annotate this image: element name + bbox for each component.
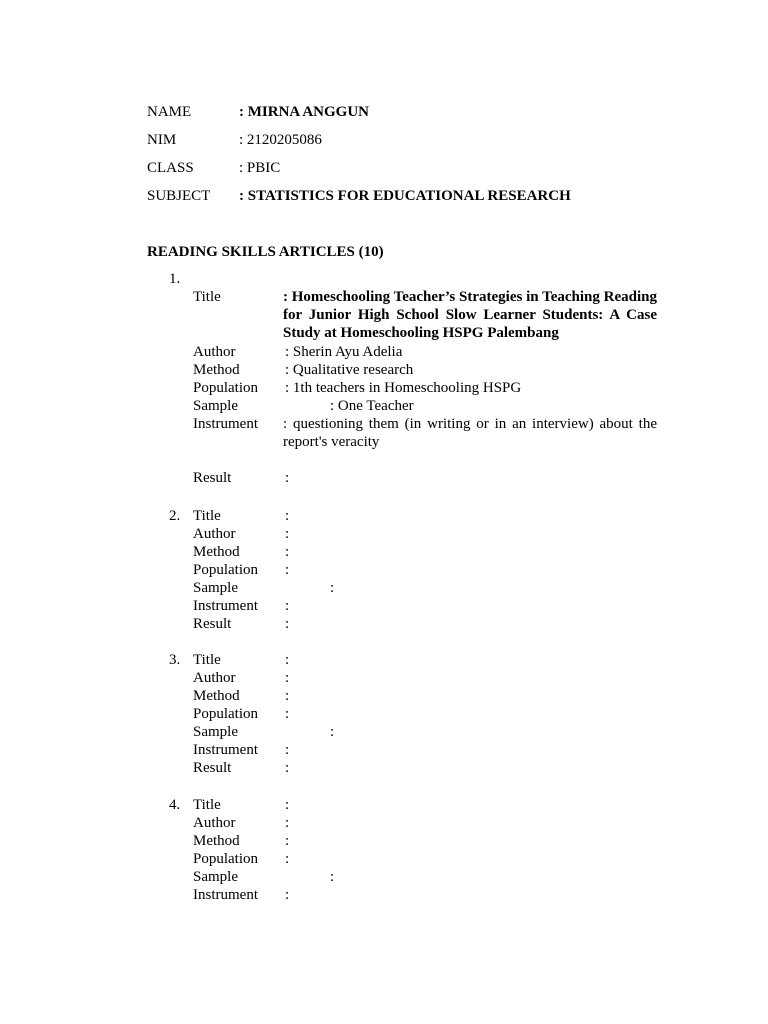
subject-value: : STATISTICS FOR EDUCATIONAL RESEARCH: [239, 188, 571, 204]
article-3-result-label: Result: [193, 760, 232, 776]
article-1-sample-label: Sample: [193, 398, 238, 414]
article-1-sample-value: : One Teacher: [330, 398, 414, 414]
article-4-title-label: Title: [193, 797, 221, 813]
article-1-instrument-value: : questioning them (in writing or in an interview) about the report's veracity: [283, 416, 657, 450]
article-3-population-colon: :: [285, 706, 290, 722]
article-1-population-label: Population: [193, 380, 259, 396]
article-1-author-value: : Sherin Ayu Adelia: [285, 344, 403, 360]
article-2-title-label: Title: [193, 508, 221, 524]
article-1-method-label: Method: [193, 362, 240, 378]
article-2-result-label: Result: [193, 616, 232, 632]
name-label: NAME: [147, 104, 192, 120]
article-3-sample-colon: :: [330, 724, 335, 740]
article-4-author-colon: :: [285, 815, 290, 831]
article-4-method-colon: :: [285, 833, 290, 849]
article-3-instrument-label: Instrument: [193, 742, 258, 758]
article-4-method-label: Method: [193, 833, 240, 849]
article-3-result-colon: :: [285, 760, 290, 776]
article-1-result-label: Result: [193, 470, 232, 486]
article-1-title-value: : Homeschooling Teacher’s Strategies in Teaching Reading for Junior High School Slow Learner Students: A Case Study at Homeschooling HSPG Palembang: [283, 289, 657, 341]
section-heading: READING SKILLS ARTICLES (10): [147, 244, 384, 260]
article-1-result-value: :: [285, 470, 290, 486]
article-2-author-colon: :: [285, 526, 290, 542]
subject-label: SUBJECT: [147, 188, 211, 204]
article-3-number: 3.: [169, 652, 181, 668]
article-3-method-colon: :: [285, 688, 290, 704]
class-value: : PBIC: [239, 160, 281, 176]
article-3-author-label: Author: [193, 670, 236, 686]
article-4-population-label: Population: [193, 851, 259, 867]
article-1-method-value: : Qualitative research: [285, 362, 414, 378]
article-4-number: 4.: [169, 797, 181, 813]
name-value: : MIRNA ANGGUN: [239, 104, 369, 120]
article-1-instrument-label: Instrument: [193, 416, 258, 432]
article-4-author-label: Author: [193, 815, 236, 831]
article-2-population-colon: :: [285, 562, 290, 578]
article-4-sample-label: Sample: [193, 869, 238, 885]
article-4-population-colon: :: [285, 851, 290, 867]
article-2-number: 2.: [169, 508, 181, 524]
article-1-number: 1.: [169, 271, 181, 287]
article-4-sample-colon: :: [330, 869, 335, 885]
article-2-method-label: Method: [193, 544, 240, 560]
article-3-title-colon: :: [285, 652, 290, 668]
article-2-instrument-colon: :: [285, 598, 290, 614]
article-2-title-colon: :: [285, 508, 290, 524]
article-1-author-label: Author: [193, 344, 236, 360]
article-3-method-label: Method: [193, 688, 240, 704]
article-4-instrument-label: Instrument: [193, 887, 258, 903]
article-1-title-label: Title: [193, 289, 221, 305]
article-2-method-colon: :: [285, 544, 290, 560]
article-3-instrument-colon: :: [285, 742, 290, 758]
article-4-title-colon: :: [285, 797, 290, 813]
article-2-population-label: Population: [193, 562, 259, 578]
article-3-population-label: Population: [193, 706, 259, 722]
article-2-instrument-label: Instrument: [193, 598, 258, 614]
class-label: CLASS: [147, 160, 194, 176]
article-2-result-colon: :: [285, 616, 290, 632]
article-4-instrument-colon: :: [285, 887, 290, 903]
article-3-author-colon: :: [285, 670, 290, 686]
nim-label: NIM: [147, 132, 177, 148]
article-2-sample-label: Sample: [193, 580, 238, 596]
article-2-author-label: Author: [193, 526, 236, 542]
article-3-title-label: Title: [193, 652, 221, 668]
article-3-sample-label: Sample: [193, 724, 238, 740]
article-1-population-value: : 1th teachers in Homeschooling HSPG: [285, 380, 522, 396]
nim-value: : 2120205086: [239, 132, 322, 148]
article-2-sample-colon: :: [330, 580, 335, 596]
